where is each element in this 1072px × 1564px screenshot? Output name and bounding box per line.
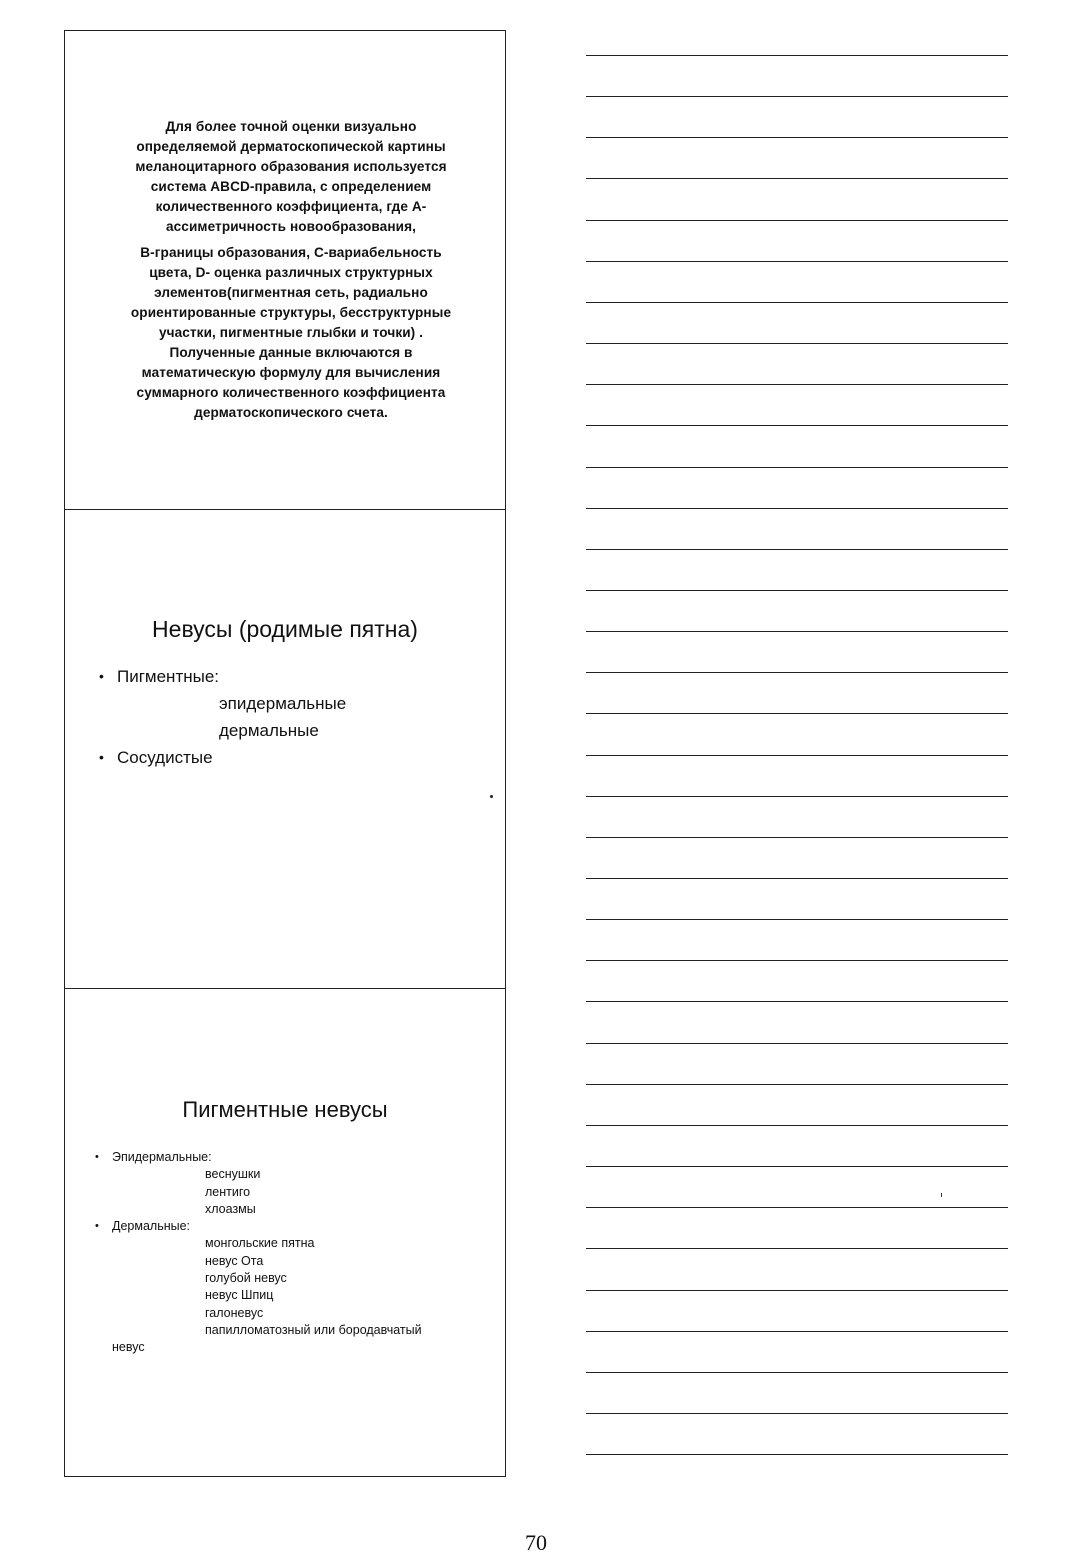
s1-line: ассиметричность новообразования, [165,219,417,234]
note-line [586,878,1008,879]
bullet-icon: • [95,1151,99,1163]
list-item [95,1149,422,1166]
s1-line: определяемой дерматоскопической картины [136,139,446,154]
note-line [586,1001,1008,1002]
list-item-label: Пигментные: [117,667,220,686]
s1-line: ориентированные структуры, бесструктурные [130,305,452,320]
note-line [586,549,1008,550]
bullet-list [95,1149,422,1357]
note-line [586,631,1008,632]
sub-item: папилломатозный или бородавчатый [205,1322,422,1337]
notes-area [586,0,1008,1480]
note-line [586,178,1008,179]
s1-line: В-границы образования, С-вариабельность [140,245,442,260]
slide-title: Пигментные невусы [182,1097,388,1122]
s1-line: Полученные данные включаются в [169,345,413,360]
note-line [586,508,1008,509]
s1-line: участки, пигментные глыбки и точки) . [158,325,424,340]
note-line [586,55,1008,56]
sub-item: лентиго [205,1184,251,1199]
sub-item: невус Ота [205,1253,264,1268]
abcd-rule-text [95,117,487,423]
bullet-icon: • [99,749,104,765]
note-line [586,96,1008,97]
s1-line: система ABCD-правила, с определением [150,179,432,194]
sub-item: веснушки [205,1167,261,1182]
note-line [586,1413,1008,1414]
bullet-icon: • [99,668,104,684]
s1-line: дерматоскопического счета. [194,405,388,420]
note-line [586,302,1008,303]
list-item-label: Эпидермальные: [112,1150,212,1164]
s1-line: количественного коэффициента, где А- [155,199,427,214]
note-line [586,1207,1008,1208]
slide-pigment-nevi [64,988,506,1477]
sub-item: галоневус [205,1305,264,1320]
note-line [586,960,1008,961]
note-line [586,755,1008,756]
note-line [586,425,1008,426]
sub-item: невус Шпиц [205,1288,274,1303]
s1-line: цвета, D- оценка различных структурных [149,265,433,280]
note-line [586,1248,1008,1249]
s1-line: меланоцитарного образования используется [135,159,447,174]
list-item [95,1218,422,1235]
sub-item-tail: невус [112,1340,145,1355]
s1-line: элементов(пигментная сеть, радиально [154,285,428,300]
s1-line: математическую формулу для вычисления [141,365,441,380]
note-line [586,590,1008,591]
note-line [586,713,1008,714]
slide-title: Невусы (родимые пятна) [152,616,418,642]
note-line [586,672,1008,673]
list-item-label: Дермальные: [112,1219,191,1234]
note-line [586,1125,1008,1126]
sub-item: хлоазмы [205,1201,256,1216]
bullet-icon: • [95,1220,99,1233]
note-line [586,384,1008,385]
bullet-list [99,663,346,771]
note-line [586,261,1008,262]
note-line [586,467,1008,468]
list-item [99,744,346,771]
sub-item: голубой невус [205,1271,287,1286]
page-number: 70 [525,1530,547,1555]
note-line [586,137,1008,138]
note-line [586,796,1008,797]
s1-line: Для более точной оценки визуально [165,119,417,134]
list-item [99,663,346,690]
note-line [586,1290,1008,1291]
note-line [586,1454,1008,1455]
slide-nevi [64,509,506,989]
sub-item: дермальные [219,721,319,740]
sub-item: монгольские пятна [205,1236,315,1251]
note-line [586,1043,1008,1044]
s1-line: суммарного количественного коэффициента [136,385,446,400]
slide-abcd-rule [64,30,506,510]
note-line [586,1372,1008,1373]
stray-mark [941,1193,942,1197]
stray-dot [490,795,493,798]
note-line [586,1331,1008,1332]
note-line [586,220,1008,221]
note-line [586,837,1008,838]
note-line [586,343,1008,344]
note-line [586,1166,1008,1167]
list-item-label: Сосудистые [117,748,213,767]
sub-item: эпидермальные [219,694,347,713]
note-line [586,919,1008,920]
note-line [586,1084,1008,1085]
